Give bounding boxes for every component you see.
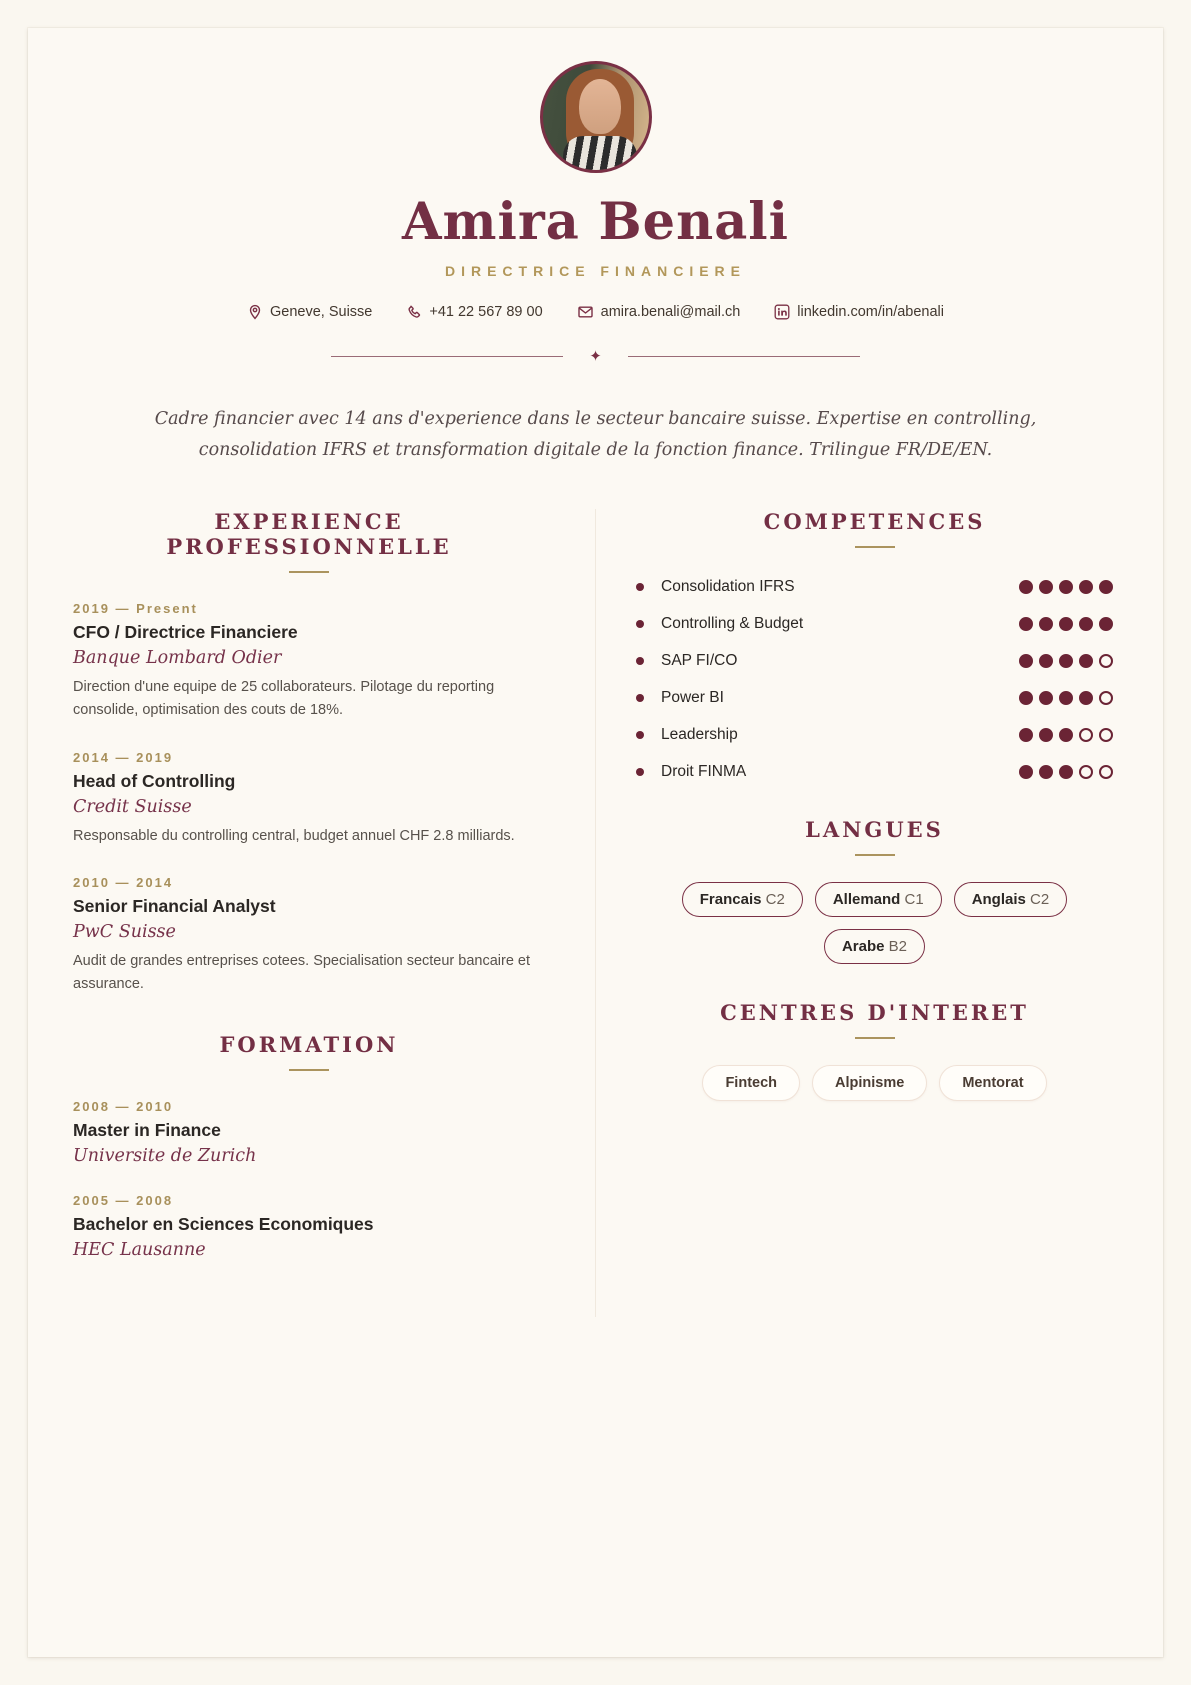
skill-dot-filled bbox=[1079, 691, 1093, 705]
skill-dot-filled bbox=[1039, 728, 1053, 742]
section-interets bbox=[636, 1000, 1113, 1101]
skill-dot-filled bbox=[1019, 580, 1033, 594]
bullet-icon bbox=[636, 657, 644, 665]
contact-phone-text: +41 22 567 89 00 bbox=[429, 304, 543, 320]
entry-title: Head of Controlling bbox=[73, 770, 236, 791]
skill-dot-filled bbox=[1019, 765, 1033, 779]
photo-striped-shirt-shape bbox=[563, 136, 637, 173]
contact-linkedin[interactable] bbox=[774, 304, 944, 320]
experience-entry bbox=[73, 875, 545, 996]
interest-pill: Mentorat bbox=[939, 1065, 1046, 1101]
experience-entry bbox=[73, 750, 545, 848]
interest-pills bbox=[636, 1065, 1113, 1101]
skill-dot-filled bbox=[1039, 580, 1053, 594]
skill-label: Droit FINMA bbox=[661, 763, 747, 781]
language-pill bbox=[954, 882, 1068, 917]
divider-line-left bbox=[331, 356, 563, 357]
skill-dot-filled bbox=[1019, 691, 1033, 705]
skill-dot-filled bbox=[1079, 654, 1093, 668]
cv-body-columns bbox=[28, 509, 1163, 1317]
contact-email[interactable] bbox=[577, 304, 741, 320]
interest-pill: Fintech bbox=[702, 1065, 800, 1101]
location-pin-icon bbox=[247, 304, 263, 320]
interest-pill: Alpinisme bbox=[812, 1065, 927, 1101]
langues-heading: LANGUES bbox=[805, 817, 944, 843]
skill-dot-filled bbox=[1039, 654, 1053, 668]
entry-description: Direction d'une equipe de 25 collaborateurs. Pilotage du reporting consolide, optimisation des couts de 18%. bbox=[73, 679, 495, 719]
skill-dot-empty bbox=[1079, 765, 1093, 779]
skill-dot-filled bbox=[1059, 617, 1073, 631]
section-formation bbox=[73, 1032, 545, 1260]
skill-dot-filled bbox=[1059, 580, 1073, 594]
skill-dot-filled bbox=[1039, 765, 1053, 779]
formation-entry bbox=[73, 1099, 545, 1166]
skill-rating-dots bbox=[1019, 691, 1113, 705]
right-column bbox=[595, 509, 1163, 1317]
entry-description: Audit de grandes entreprises cotees. Specialisation secteur bancaire et assurance. bbox=[73, 952, 531, 992]
cv-page bbox=[28, 28, 1163, 1657]
langues-heading-rule bbox=[855, 854, 895, 856]
competences-heading-rule bbox=[855, 546, 895, 548]
linkedin-icon bbox=[774, 304, 790, 320]
skill-label: Consolidation IFRS bbox=[661, 578, 795, 596]
language-pill bbox=[824, 929, 925, 964]
entry-date: 2014 — 2019 bbox=[73, 749, 174, 765]
experience-heading-rule bbox=[289, 571, 329, 573]
language-level: C2 bbox=[1030, 891, 1050, 909]
skill-dot-empty bbox=[1099, 654, 1113, 668]
phone-icon bbox=[406, 304, 422, 320]
language-name: Allemand bbox=[832, 891, 901, 909]
bullet-icon bbox=[636, 620, 644, 628]
skill-rating-dots bbox=[1019, 617, 1113, 631]
skill-label: Power BI bbox=[661, 689, 724, 707]
skill-row bbox=[636, 652, 1113, 670]
entry-date: 2019 — Present bbox=[73, 601, 198, 617]
language-pill bbox=[682, 882, 803, 917]
bullet-icon bbox=[636, 731, 644, 739]
entry-organization: PwC Suisse bbox=[73, 921, 176, 942]
language-level: C1 bbox=[904, 891, 924, 909]
skill-rating-dots bbox=[1019, 765, 1113, 779]
bullet-icon bbox=[636, 768, 644, 776]
skill-label: Leadership bbox=[661, 726, 738, 744]
skill-row bbox=[636, 689, 1113, 707]
entry-date: 2010 — 2014 bbox=[73, 874, 174, 890]
skill-label: Controlling & Budget bbox=[661, 615, 804, 633]
entry-description: Responsable du controlling central, budget annuel CHF 2.8 milliards. bbox=[73, 827, 515, 844]
skill-row bbox=[636, 578, 1113, 596]
bullet-icon bbox=[636, 694, 644, 702]
language-name: Francais bbox=[699, 891, 762, 909]
section-competences bbox=[636, 509, 1113, 781]
cv-header bbox=[28, 28, 1163, 465]
skill-rating-dots bbox=[1019, 580, 1113, 594]
skill-row bbox=[636, 615, 1113, 633]
entry-organization: Banque Lombard Odier bbox=[73, 648, 282, 669]
skill-dot-filled bbox=[1019, 654, 1033, 668]
skill-dot-filled bbox=[1079, 617, 1093, 631]
skill-dot-filled bbox=[1059, 654, 1073, 668]
contact-phone[interactable] bbox=[406, 304, 542, 320]
language-level: B2 bbox=[888, 938, 908, 956]
skill-dot-filled bbox=[1059, 765, 1073, 779]
experience-heading: EXPERIENCE PROFESSIONNELLE bbox=[166, 509, 452, 560]
skill-dot-empty bbox=[1099, 728, 1113, 742]
email-icon bbox=[577, 304, 594, 320]
contact-linkedin-text: linkedin.com/in/abenali bbox=[797, 304, 944, 320]
entry-organization: Universite de Zurich bbox=[73, 1146, 257, 1167]
entry-title: Bachelor en Sciences Economiques bbox=[73, 1214, 374, 1235]
entry-title: CFO / Directrice Financiere bbox=[73, 622, 298, 643]
contact-row bbox=[28, 304, 1163, 320]
interets-heading: CENTRES D'INTERET bbox=[720, 1000, 1029, 1026]
entry-date: 2008 — 2010 bbox=[73, 1099, 174, 1115]
skill-dot-filled bbox=[1059, 691, 1073, 705]
divider-line-right bbox=[628, 356, 860, 357]
left-column bbox=[28, 509, 595, 1317]
section-langues bbox=[636, 817, 1113, 964]
skill-row bbox=[636, 763, 1113, 781]
skill-rating-dots bbox=[1019, 654, 1113, 668]
photo-face-shape bbox=[579, 79, 621, 134]
skill-dot-filled bbox=[1019, 617, 1033, 631]
bullet-icon bbox=[636, 583, 644, 591]
profile-photo bbox=[540, 61, 652, 173]
entry-organization: HEC Lausanne bbox=[73, 1240, 206, 1261]
section-experience bbox=[73, 509, 545, 996]
skill-label: SAP FI/CO bbox=[661, 652, 738, 670]
language-pill bbox=[815, 882, 942, 917]
skill-dot-empty bbox=[1099, 765, 1113, 779]
skill-dot-filled bbox=[1039, 617, 1053, 631]
skill-dot-filled bbox=[1079, 580, 1093, 594]
person-name: Amira Benali bbox=[401, 192, 789, 252]
contact-location-text: Geneve, Suisse bbox=[269, 304, 373, 320]
skill-dot-filled bbox=[1099, 580, 1113, 594]
star-divider bbox=[28, 349, 1163, 364]
entry-date: 2005 — 2008 bbox=[73, 1193, 174, 1209]
formation-entries bbox=[73, 1099, 545, 1260]
skill-dot-empty bbox=[1079, 728, 1093, 742]
interets-heading-rule bbox=[855, 1037, 895, 1039]
entry-title: Senior Financial Analyst bbox=[73, 895, 276, 916]
experience-entry bbox=[73, 601, 545, 722]
entry-title: Master in Finance bbox=[73, 1120, 221, 1141]
star-icon: ✦ bbox=[589, 348, 602, 365]
skill-dot-filled bbox=[1039, 691, 1053, 705]
skills-list bbox=[636, 578, 1113, 781]
language-name: Arabe bbox=[841, 938, 885, 956]
formation-heading: FORMATION bbox=[219, 1032, 399, 1058]
contact-location bbox=[247, 304, 372, 320]
language-name: Anglais bbox=[971, 891, 1026, 909]
profile-summary: Cadre financier avec 14 ans d'experience dans le secteur bancaire suisse. Expertise en controlling, consolidation IFRS et transformation digitale de la fonction finance. Trilingue FR/DE/EN. bbox=[154, 409, 1037, 460]
entry-organization: Credit Suisse bbox=[73, 796, 192, 817]
skill-dot-empty bbox=[1099, 691, 1113, 705]
competences-heading: COMPETENCES bbox=[763, 509, 986, 535]
language-pills bbox=[636, 882, 1113, 964]
skill-dot-filled bbox=[1099, 617, 1113, 631]
formation-entry bbox=[73, 1193, 545, 1260]
contact-email-text: amira.benali@mail.ch bbox=[600, 304, 741, 320]
language-level: C2 bbox=[765, 891, 785, 909]
formation-heading-rule bbox=[289, 1069, 329, 1071]
skill-dot-filled bbox=[1019, 728, 1033, 742]
skill-dot-filled bbox=[1059, 728, 1073, 742]
skill-rating-dots bbox=[1019, 728, 1113, 742]
experience-entries bbox=[73, 601, 545, 996]
person-role: DIRECTRICE FINANCIERE bbox=[444, 263, 746, 279]
skill-row bbox=[636, 726, 1113, 744]
